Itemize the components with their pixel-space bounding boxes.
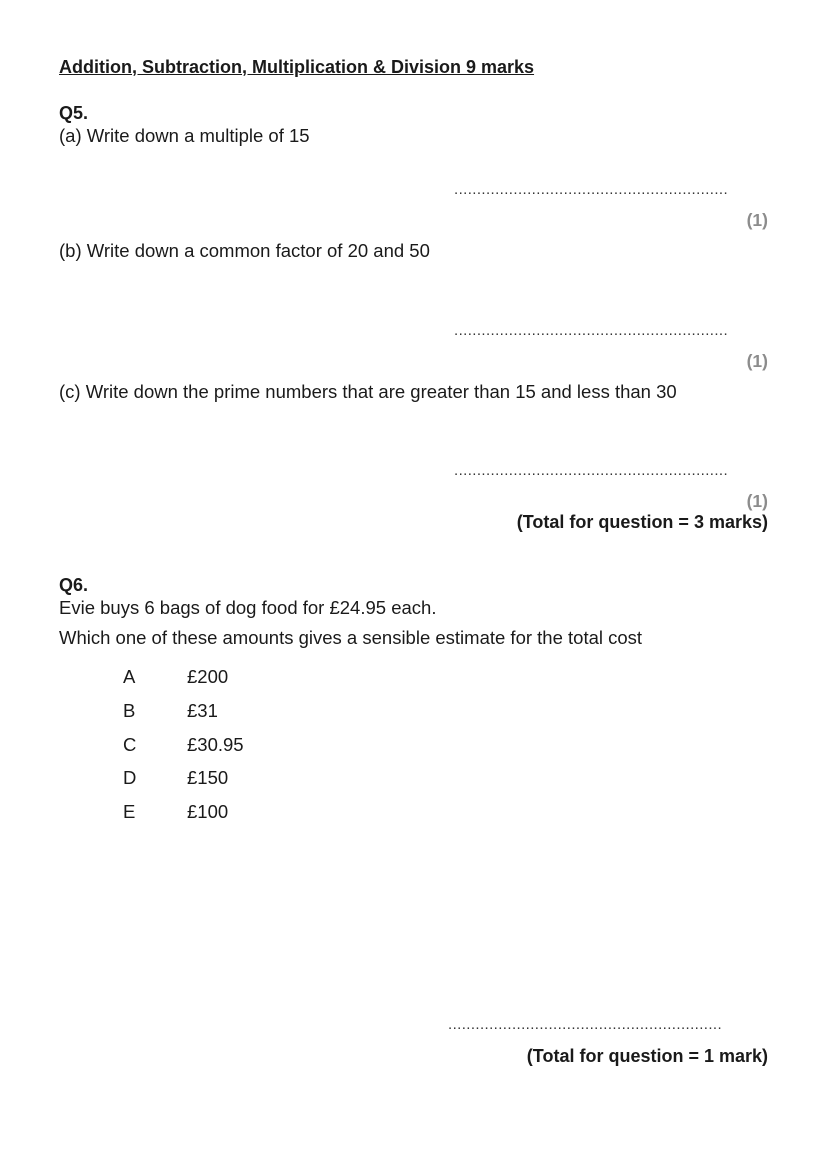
q5-total: (Total for question = 3 marks) <box>516 512 768 532</box>
option-letter: D <box>123 767 137 788</box>
q5b-text: (b) Write down a common factor of 20 and 50 <box>59 240 430 261</box>
q6-answer-line[interactable]: ............................................................ <box>448 1016 723 1033</box>
q5-number: Q5. <box>59 103 89 123</box>
option-value: £30.95 <box>187 734 244 755</box>
option-letter: B <box>123 700 136 721</box>
q5c-answer-line[interactable]: ............................................................ <box>454 462 729 479</box>
q5a-answer-line[interactable]: ............................................................ <box>454 181 729 198</box>
option-value: £200 <box>187 666 229 687</box>
q6-total: (Total for question = 1 mark) <box>526 1046 768 1066</box>
q5b-mark: (1) <box>746 351 768 371</box>
option-value: £31 <box>187 700 218 721</box>
section-title: Addition, Subtraction, Multiplication & Division 9 marks <box>59 57 535 77</box>
option-value: £150 <box>187 767 229 788</box>
q5c-text: (c) Write down the prime numbers that are greater than 15 and less than 30 <box>59 381 677 402</box>
option-letter: C <box>123 734 137 755</box>
q5a-mark: (1) <box>746 210 768 230</box>
option-letter: A <box>123 666 136 687</box>
q5b-answer-line[interactable]: ............................................................ <box>454 322 729 339</box>
option-value: £100 <box>187 801 229 822</box>
q5a-text: (a) Write down a multiple of 15 <box>59 125 310 146</box>
q6-statement: Evie buys 6 bags of dog food for £24.95 each. <box>59 597 437 618</box>
option-letter: E <box>123 801 136 822</box>
q6-number: Q6. <box>59 575 89 595</box>
q6-question: Which one of these amounts gives a sensible estimate for the total cost <box>59 627 643 648</box>
q5c-mark: (1) <box>746 491 768 511</box>
